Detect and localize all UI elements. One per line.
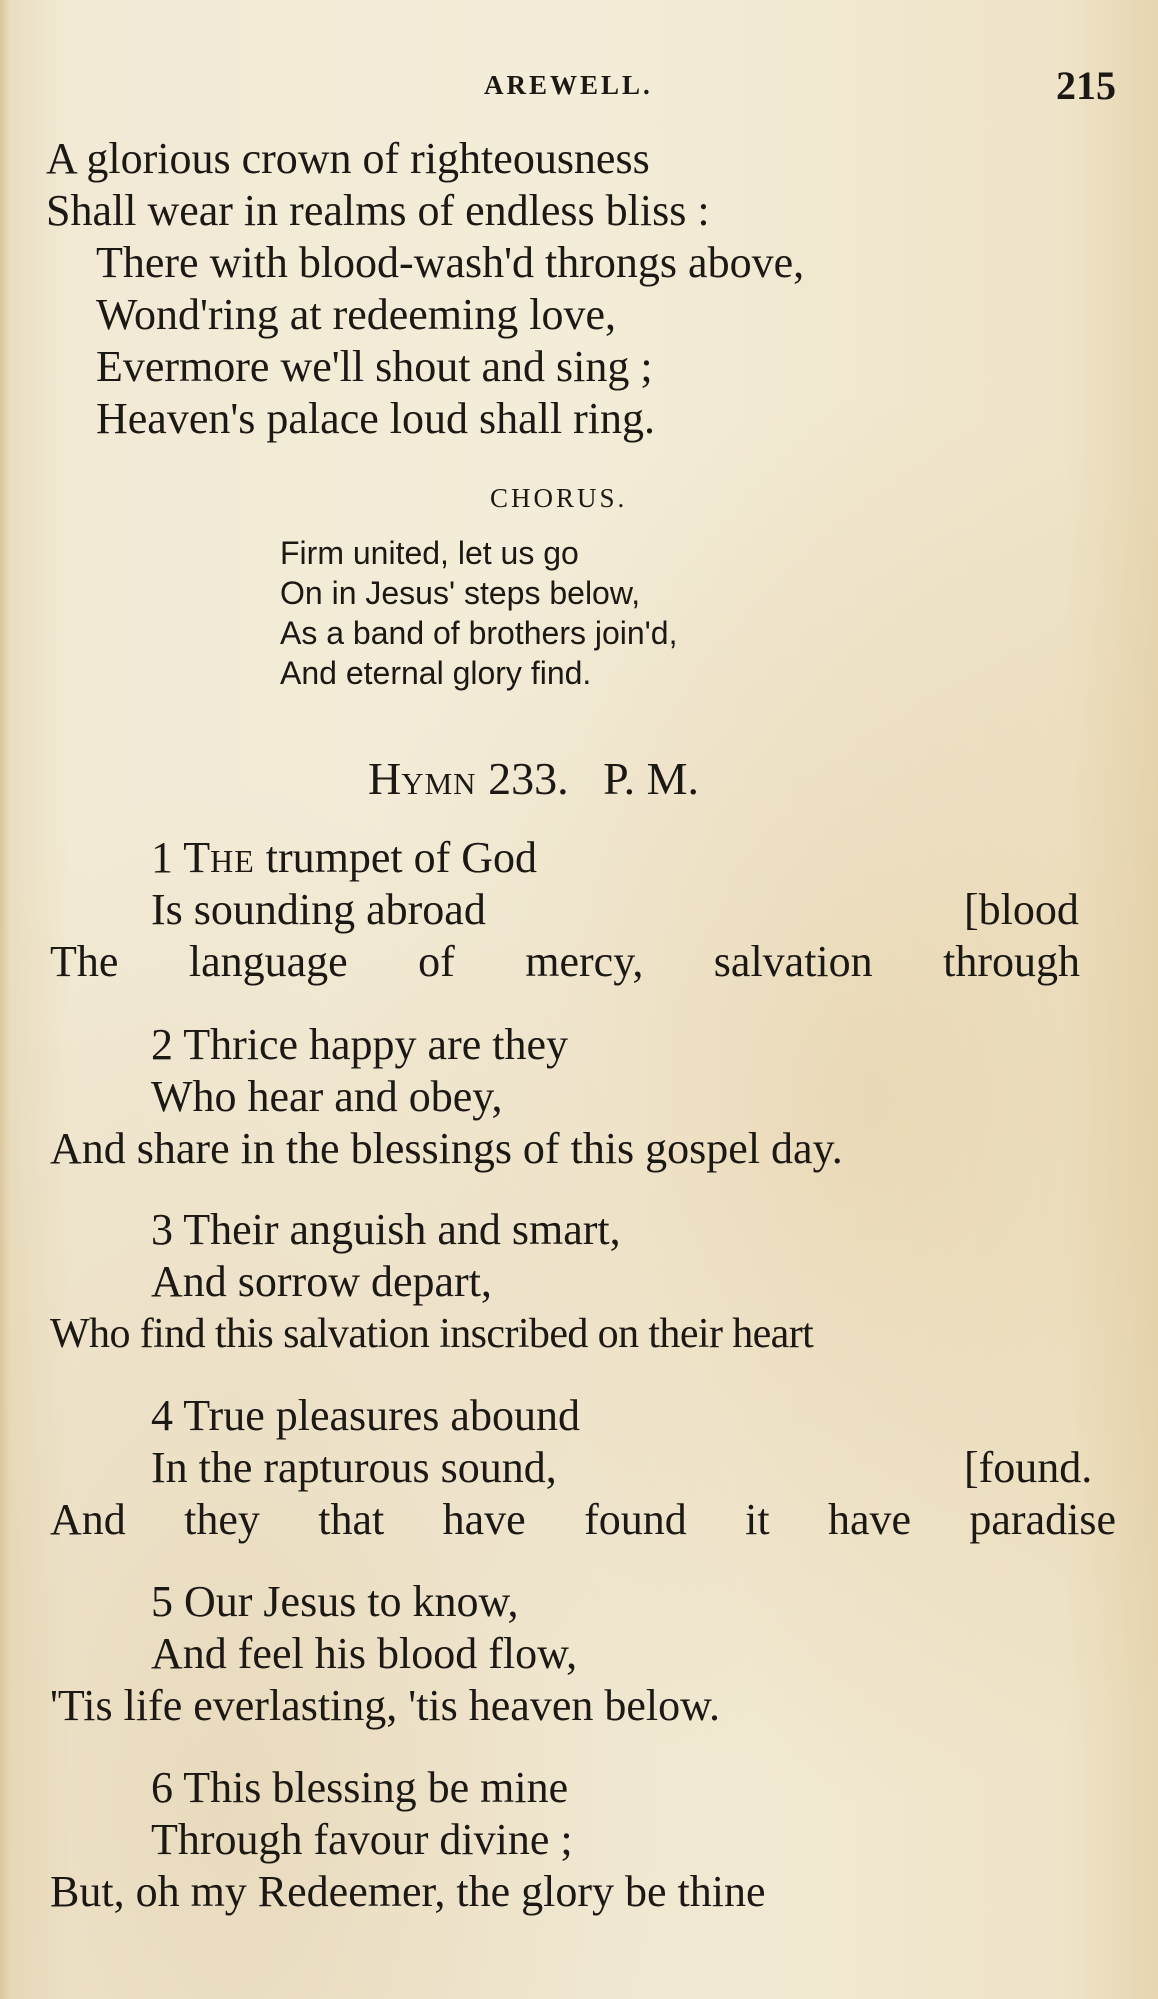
- verse-line-text: trumpet of God: [254, 833, 538, 882]
- page-edge-shadow: [0, 0, 10, 1999]
- chorus-line: And eternal glory find.: [280, 655, 592, 691]
- verse-lead-capital: T: [183, 833, 211, 882]
- verse-line: 2 Thrice happy are they: [151, 1020, 569, 1069]
- stanza-line: Shall wear in realms of endless bliss :: [46, 186, 710, 235]
- verse-line: 5 Our Jesus to know,: [151, 1577, 519, 1626]
- running-head-title: AREWELL.: [484, 70, 653, 100]
- verse-line: Who hear and obey,: [151, 1072, 503, 1121]
- running-head: [0, 63, 1158, 110]
- verse-line: And they that have found it have paradise: [50, 1495, 1116, 1544]
- page-number: 215: [1056, 63, 1116, 108]
- stanza-line: Wond'ring at redeeming love,: [96, 290, 617, 339]
- verse-line: [151, 832, 537, 887]
- verse-line: 4 True pleasures abound: [151, 1391, 580, 1440]
- verse-line: And share in the blessings of this gospel day.: [50, 1124, 843, 1173]
- verse-line: Is sounding abroad: [151, 885, 486, 934]
- hymn-title-initial: H: [368, 753, 402, 804]
- verse-turnover: [found.: [964, 1443, 1093, 1492]
- verse-line: 6 This blessing be mine: [151, 1763, 569, 1812]
- stanza-line: Evermore we'll shout and sing ;: [96, 342, 653, 391]
- verse-line: But, oh my Redeemer, the glory be thine: [50, 1867, 766, 1916]
- verse-line: Who find this salvation inscribed on their heart: [50, 1311, 814, 1357]
- verse-turnover: [blood: [964, 885, 1079, 934]
- chorus-line: Firm united, let us go: [280, 535, 579, 571]
- chorus-label: CHORUS.: [490, 483, 628, 513]
- hymn-title-smallcaps: YMN: [401, 766, 477, 801]
- verse-line: The language of mercy, salvation through: [50, 937, 1080, 986]
- stanza-line: A glorious crown of righteousness: [46, 134, 650, 183]
- hymn-title: [368, 752, 699, 805]
- verse-line: 3 Their anguish and smart,: [151, 1205, 621, 1254]
- verse-number: 1: [151, 833, 173, 882]
- verse-line: Through favour divine ;: [151, 1815, 573, 1864]
- stanza-line: Heaven's palace loud shall ring.: [96, 394, 655, 443]
- chorus-line: As a band of brothers join'd,: [280, 615, 678, 651]
- verse-line: And sorrow depart,: [151, 1257, 492, 1306]
- stanza-line: There with blood-wash'd throngs above,: [96, 238, 805, 287]
- verse-lead-smallcaps: HE: [210, 843, 255, 879]
- verse-line: 'Tis life everlasting, 'tis heaven below.: [50, 1681, 721, 1730]
- chorus-line: On in Jesus' steps below,: [280, 575, 641, 611]
- hymn-title-number: 233. P. M.: [476, 753, 699, 804]
- verse-line: And feel his blood flow,: [151, 1629, 578, 1678]
- verse-line: In the rapturous sound,: [151, 1443, 557, 1492]
